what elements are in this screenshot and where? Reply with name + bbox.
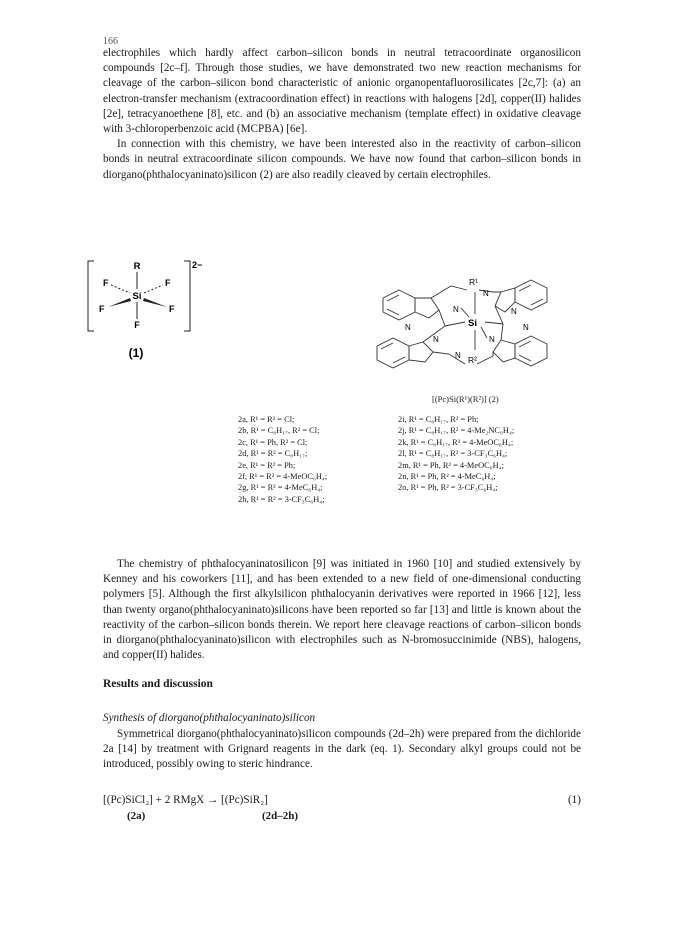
subsection-heading: Synthesis of diorgano(phthalocyaninato)silicon [103,712,316,724]
intro-text [103,46,581,183]
equation-reactant-label: (2a) [127,810,146,822]
structure-2-n-lower-left: N [433,335,439,344]
structure-1-f-bottom: F [134,320,140,330]
structure-1-si-atom: Si [132,291,142,302]
compound-2a: 2a, R¹ = R² = Cl; [238,415,295,424]
equation-number: (1) [567,794,581,806]
equation-product-label: (2d–2h) [262,810,299,822]
compound-2f: 2f, R¹ = R² = 4-MeOC₆H₄; [238,472,328,482]
equation-1 [103,794,581,806]
structure-2-n-bottom: N [455,351,461,360]
synthesis-paragraph: Symmetrical diorgano(phthalocyaninato)silicon compounds (2d–2h) were prepared from the dichloride 2a [14] by treatment with Grignard reagents in the dark (eq. 1). Secondary alkyl groups could not be introduced, possibly owing to steric hindrance. [103,728,581,771]
structure-2-n-right: N [523,323,529,332]
structure-1-label: (1) [128,346,144,360]
section-heading: Results and discussion [103,678,213,690]
compound-2d: 2d, R¹ = R² = C₈H₁₇; [238,449,308,459]
body-paragraph: The chemistry of phthalocyaninatosilicon [9] was initiated in 1960 [10] and studied extensively by Kenney and his coworkers [11], and has been extended to a new field of one-dimensional conducting polymers [5]. Although the first alkylsilicon phthalocyanin derivatives were reported in 1966 [12], less than twenty organo(phthalocyaninato)silicons have been reported so far [13] and little is known about the reactivity of the carbon–silicon bonds therein. We report here cleavage reactions of carbon–silicon bonds in diorgano(phthalocyaninato)silicon with electrophiles such as N-bromosuccinimide (NBS), halogens, and copper(II) halides. [103,558,581,662]
structure-2-caption: [(Pc)Si(R¹)(R²)] (2) [432,394,499,404]
structure-2-n-top: N [483,289,489,298]
structure-2-n-left: N [405,323,411,332]
compound-2g: 2g, R¹ = R² = 4-MeC₆H₄; [238,483,323,493]
intro-paragraph-2: In connection with this chemistry, we have been interested also in the reactivity of carbon–silicon bonds in neutral extracoordinate silicon compounds. We have now found that carbon–silicon bonds in diorgano(phthalocyaninato)silicon (2) are also readily cleaved by certain electrophiles. [103,138,581,181]
compound-2c: 2c, R¹ = Ph, R² = Cl; [238,437,308,447]
compound-2b: 2b, R¹ = C₈H₁₇, R² = Cl; [238,426,320,436]
equation-text: [(Pc)SiCl₂] + 2 RMgX → [(Pc)SiR₂] [103,794,268,806]
structure-1-r-group: R [133,261,141,272]
compound-2e: 2e, R¹ = R² = Ph; [238,460,296,470]
body-text [103,557,581,663]
compound-2n: 2n, R¹ = Ph, R² = 4-MeC₆H₄; [398,472,496,482]
compound-2i: 2i, R¹ = C₈H₁₇, R² = Ph; [398,415,479,424]
structure-2-n-upper-right: N [511,307,517,316]
structure-1-f-upper-left: F [103,278,109,288]
compound-2h: 2h, R¹ = R² = 3-CF₃C₆H₄; [238,494,325,504]
compound-2o: 2o, R¹ = Ph, R² = 3-CF₃C₆H₄; [398,483,498,493]
structure-2-diagram [365,268,580,386]
compound-2j: 2j, R¹ = C₈H₁₇, R² = 4-Me₂NC₆H₄; [398,426,515,436]
compound-2l: 2l, R¹ = C₈H₁₇, R² = 3-CF₃C₆H₄; [398,449,508,459]
page-number: 166 [103,36,118,47]
intro-paragraph-1: electrophiles which hardly affect carbon–silicon bonds in neutral tetracoordinate organosilicon compounds [2c–f]. Through those studies, we have demonstrated two new reaction mechanisms for cleavage of the carbon–silicon bond characteristic of anionic organopentafluorosilicates [2c,7]: (a) an electron-transfer mechanism (extracoordination effect) in reactions with halogens [2d], copper(II) halides [2e], tetracyanoethene [8], etc. and (b) an associative mechanism (template effect) in oxidative cleavage with 3-chloroperbenzoic acid (MCPBA) [6e]. [103,47,581,136]
structure-2-si-atom: Si [468,318,477,329]
compound-list-left [238,414,327,505]
structure-1-diagram [80,255,220,375]
compound-2m: 2m, R¹ = Ph, R² = 4-MeOC₆H₄; [398,460,504,470]
structure-1-f-upper-right: F [165,278,171,288]
structure-1-charge: 2− [192,260,203,270]
structure-2-r1: R¹ [469,277,478,287]
compound-list-right [398,414,514,494]
structure-2-n-lower-right: N [489,335,495,344]
structure-1-f-lower-right: F [169,304,175,314]
synthesis-text [103,727,581,773]
structure-2-r2: R² [468,355,477,365]
compound-2k: 2k, R¹ = C₈H₁₇, R² = 4-MeOC₆H₄; [398,437,514,447]
structure-1-f-lower-left: F [99,304,105,314]
structure-2-n-upper-left: N [453,305,459,314]
